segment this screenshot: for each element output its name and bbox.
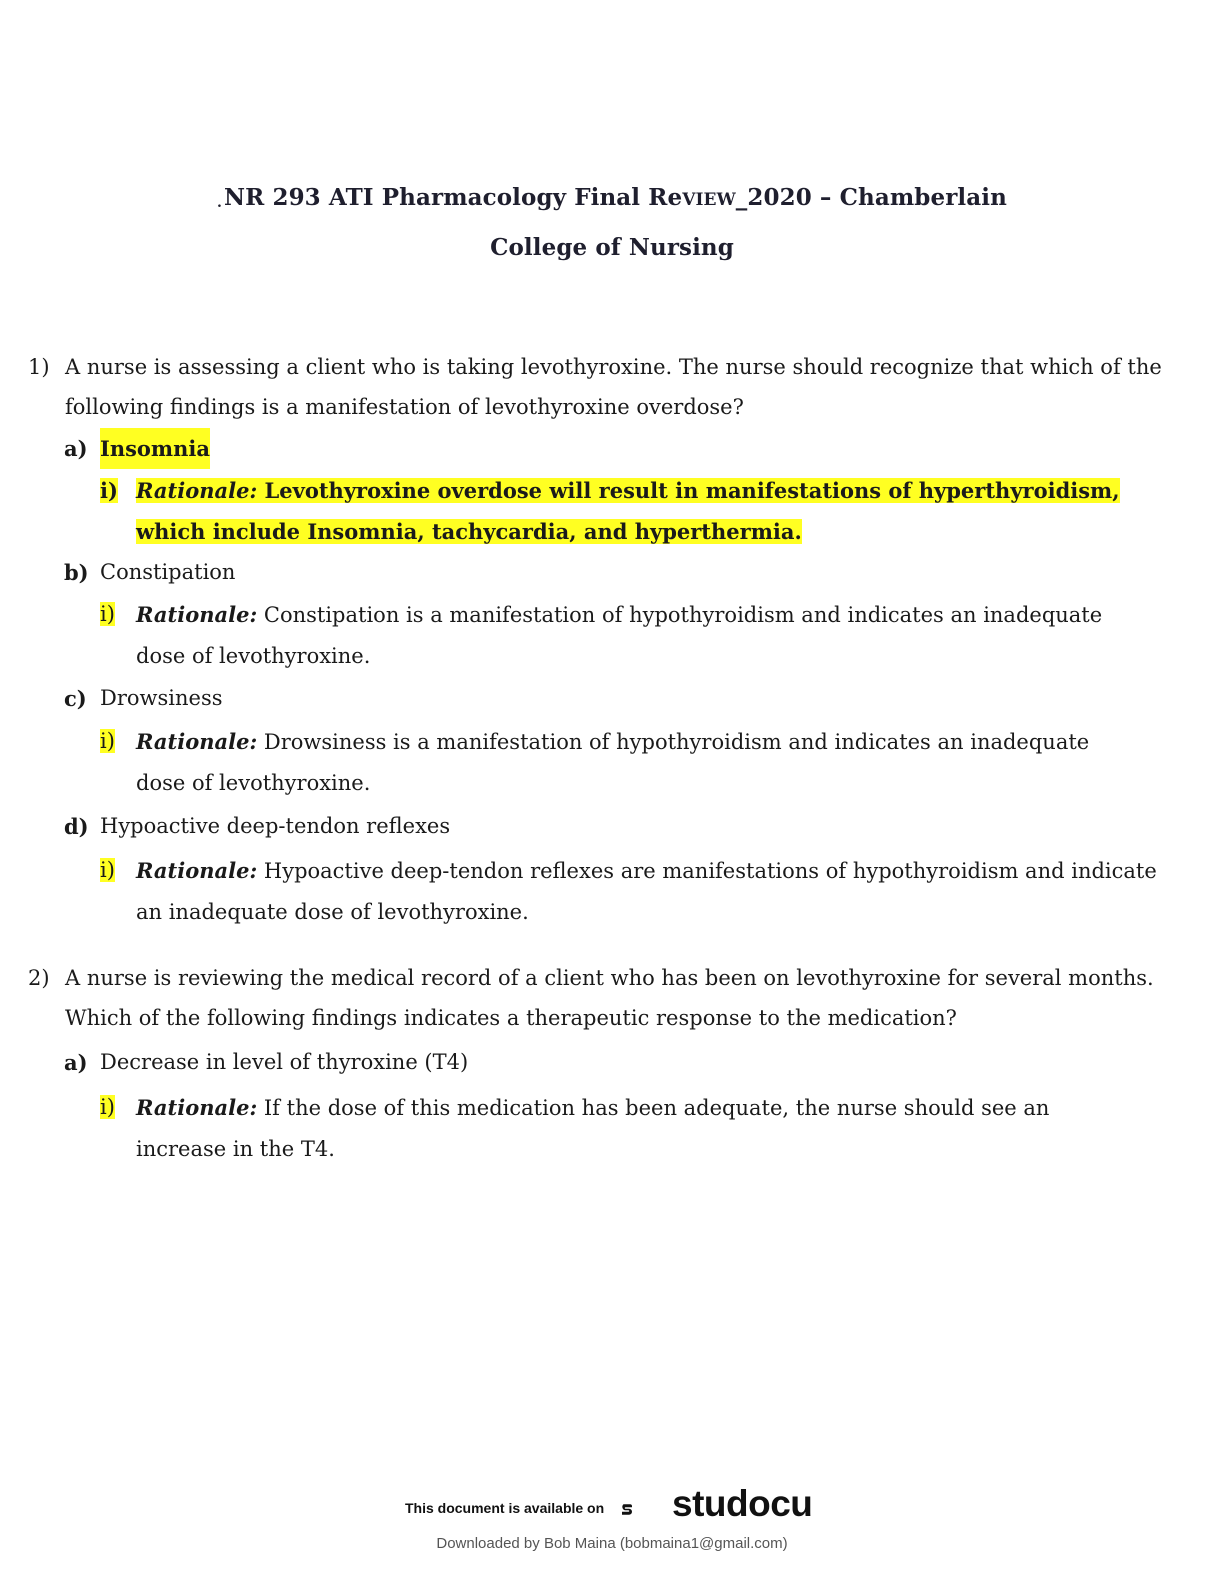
title-smallcaps: VIEW xyxy=(682,190,736,210)
option-letter: a) xyxy=(64,1050,88,1075)
rationale-body xyxy=(136,721,1130,804)
studocu-logo-icon[interactable] xyxy=(620,1484,670,1534)
rationale-label: Rationale: xyxy=(136,478,258,503)
rationale-marker-text: i) xyxy=(100,1095,115,1119)
option-letter: a) xyxy=(64,436,88,461)
rationale-marker xyxy=(100,594,136,635)
rationale-text: Levothyroxine overdose will result in manifestations of hyperthyroidism, which include Insomnia, tachycardia, and hyperthermia. xyxy=(136,478,1120,544)
rationale-body xyxy=(136,470,1130,552)
rationale-b xyxy=(100,594,1130,677)
rationale-marker xyxy=(100,721,136,762)
rationale-a xyxy=(100,1087,1130,1170)
option-text: Hypoactive deep-tendon reflexes xyxy=(100,814,451,838)
title-dot: . xyxy=(217,195,223,211)
rationale-c xyxy=(100,721,1130,804)
rationale-label: Rationale: xyxy=(136,602,258,627)
option-text: Constipation xyxy=(100,560,236,584)
option-text: Drowsiness xyxy=(100,686,223,710)
rationale-marker-text: i) xyxy=(100,478,118,503)
document-title-line1 xyxy=(0,184,1224,211)
rationale-marker xyxy=(100,470,136,512)
downloaded-by-note: Downloaded by Bob Maina (bobmaina1@gmail.com) xyxy=(436,1535,788,1552)
document-title-line2: College of Nursing xyxy=(490,234,734,261)
rationale-label: Rationale: xyxy=(136,858,258,883)
rationale-text: If the dose of this medication has been adequate, the nurse should see an increase in the T4. xyxy=(136,1096,1050,1161)
title-prefix: NR 293 ATI Pharmacology Final Re xyxy=(224,184,683,211)
option-letter: b) xyxy=(64,560,89,585)
option-text: Decrease in level of thyroxine (T4) xyxy=(100,1050,469,1074)
question-number: 2) xyxy=(28,966,50,990)
rationale-text: Drowsiness is a manifestation of hypothyroidism and indicates an inadequate dose of levothyroxine. xyxy=(136,730,1090,795)
option-text-correct: Insomnia xyxy=(100,428,210,469)
rationale-text: Constipation is a manifestation of hypothyroidism and indicates an inadequate dose of levothyroxine. xyxy=(136,603,1103,668)
rationale-label: Rationale: xyxy=(136,729,258,754)
studocu-brand-text[interactable]: studocu xyxy=(672,1483,813,1524)
rationale-marker-text: i) xyxy=(100,602,115,626)
rationale-marker xyxy=(100,850,136,891)
question-stem: A nurse is assessing a client who is taking levothyroxine. The nurse should recognize that which of the following findings is a manifestation of levothyroxine overdose? xyxy=(65,355,1162,419)
option-letter: c) xyxy=(64,686,87,711)
question-number: 1) xyxy=(28,355,50,379)
question-2 xyxy=(28,958,1168,1038)
availability-note: This document is available on xyxy=(405,1500,605,1516)
rationale-marker-text: i) xyxy=(100,729,115,753)
rationale-marker xyxy=(100,1087,136,1128)
rationale-body xyxy=(136,1087,1130,1170)
question-1 xyxy=(28,347,1168,427)
rationale-body xyxy=(136,850,1160,933)
rationale-label: Rationale: xyxy=(136,1095,258,1120)
rationale-a xyxy=(100,470,1130,552)
question-stem: A nurse is reviewing the medical record of a client who has been on levothyroxine for several months. Which of the following findings indicates a therapeutic response to the medication? xyxy=(65,966,1154,1030)
option-letter: d) xyxy=(64,814,89,839)
rationale-d xyxy=(100,850,1160,933)
rationale-text: Hypoactive deep-tendon reflexes are manifestations of hypothyroidism and indicate an inadequate dose of levothyroxine. xyxy=(136,859,1157,924)
title-suffix: _2020 – Chamberlain xyxy=(735,184,1007,211)
rationale-marker-text: i) xyxy=(100,858,115,882)
rationale-body xyxy=(136,594,1130,677)
